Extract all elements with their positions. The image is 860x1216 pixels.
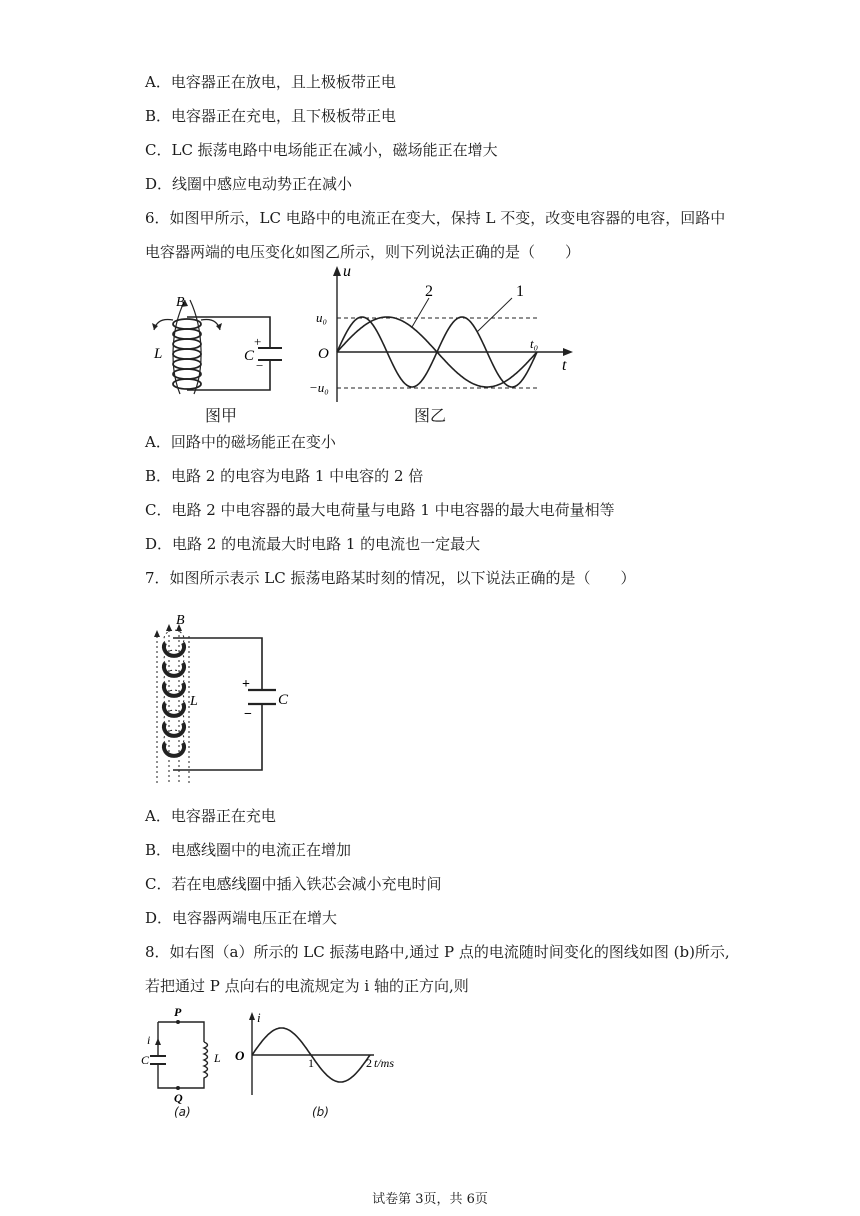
fig-q8a-label-i: i <box>147 1033 151 1047</box>
fig-jia-label-l: L <box>154 346 163 362</box>
q7-option-a: A．电容器正在充电 <box>145 807 276 825</box>
fig-q7-label-c: C <box>278 692 289 708</box>
q7-option-c: C．若在电感线圈中插入铁芯会减小充电时间 <box>145 875 442 893</box>
fig-yi-origin: O <box>318 346 329 362</box>
q6-stem-line2: 电容器两端的电压变化如图乙所示，则下列说法正确的是（ ） <box>145 243 581 261</box>
fig-q7-minus-sign: − <box>244 707 252 722</box>
fig-yi-curve2-label: 2 <box>425 283 433 300</box>
figure-q8a-circuit <box>138 1002 228 1122</box>
fig-q7-plus-sign: + <box>242 677 250 692</box>
q5-option-c: C．LC 振荡电路中电场能正在减小，磁场能正在增大 <box>145 141 498 159</box>
fig-q8a-label-q: Q <box>174 1091 183 1105</box>
q5-option-b: B．电容器正在充电，且下极板带正电 <box>145 107 397 125</box>
figure-q7-circuit <box>145 608 295 788</box>
q7-stem: 7．如图所示表示 LC 振荡电路某时刻的情况，以下说法正确的是（ ） <box>145 569 636 587</box>
q6-stem-line1: 6．如图甲所示，LC 电路中的电流正在变大，保持 L 不变，改变电容器的电容，回路中 <box>145 209 726 227</box>
q8-stem-line1: 8．如右图（a）所示的 LC 振荡电路中,通过 P 点的电流随时间变化的图线如图 (b)所示, <box>145 943 730 961</box>
q7-option-b: B．电感线圈中的电流正在增加 <box>145 841 352 859</box>
fig-q8b-tick-1: 1 <box>308 1056 314 1070</box>
fig-yi-neg-u0-label: −u₀ <box>309 380 329 395</box>
fig-jia-plus-sign: + <box>254 334 262 349</box>
q5-option-a: A．电容器正在放电，且上极板带正电 <box>145 73 396 91</box>
q7-option-d: D．电容器两端电压正在增大 <box>145 909 338 927</box>
fig-q8a-label-l: L <box>214 1051 221 1065</box>
figure-jia-circuit <box>140 290 300 400</box>
fig-q8a-caption: (a) <box>174 1105 191 1119</box>
fig-q8b-origin: O <box>235 1048 245 1063</box>
fig-q8b-tick-2: 2 <box>366 1056 372 1070</box>
page-footer: 试卷第 3页，共 6页 <box>372 1192 488 1207</box>
fig-q7-label-l: L <box>190 694 198 709</box>
fig-q7-label-b: B <box>176 613 185 628</box>
q8-stem-line2: 若把通过 P 点向右的电流规定为 i 轴的正方向,则 <box>145 977 469 995</box>
q6-option-c: C．电路 2 中电容器的最大电荷量与电路 1 中电容器的最大电荷量相等 <box>145 501 615 519</box>
fig-yi-caption: 图乙 <box>414 406 447 425</box>
fig-q8b-caption: (b) <box>312 1105 329 1119</box>
fig-yi-axis-t: t <box>562 357 567 374</box>
fig-jia-minus-sign: − <box>256 358 264 373</box>
fig-q8a-label-p: P <box>174 1005 182 1019</box>
fig-jia-label-c: C <box>244 348 255 364</box>
q6-option-a: A．回路中的磁场能正在变小 <box>145 433 336 451</box>
fig-jia-caption: 图甲 <box>205 406 238 425</box>
q6-option-d: D．电路 2 的电流最大时电路 1 的电流也一定最大 <box>145 535 481 553</box>
figure-yi-graph <box>305 262 580 407</box>
q5-option-d: D．线圈中感应电动势正在减小 <box>145 175 353 193</box>
fig-q8b-axis-i: i <box>257 1010 261 1025</box>
fig-q8a-label-c: C <box>141 1053 150 1067</box>
figure-q8b-graph <box>232 1010 412 1110</box>
q6-option-b: B．电路 2 的电容为电路 1 中电容的 2 倍 <box>145 467 424 485</box>
fig-yi-u0-label: u₀ <box>316 310 328 325</box>
fig-jia-label-b: B <box>176 295 185 310</box>
fig-yi-axis-u: u <box>343 263 351 280</box>
fig-yi-curve1-label: 1 <box>516 283 524 300</box>
fig-yi-t0-label: t₀ <box>530 336 539 351</box>
fig-q8b-axis-t: t/ms <box>374 1056 395 1070</box>
